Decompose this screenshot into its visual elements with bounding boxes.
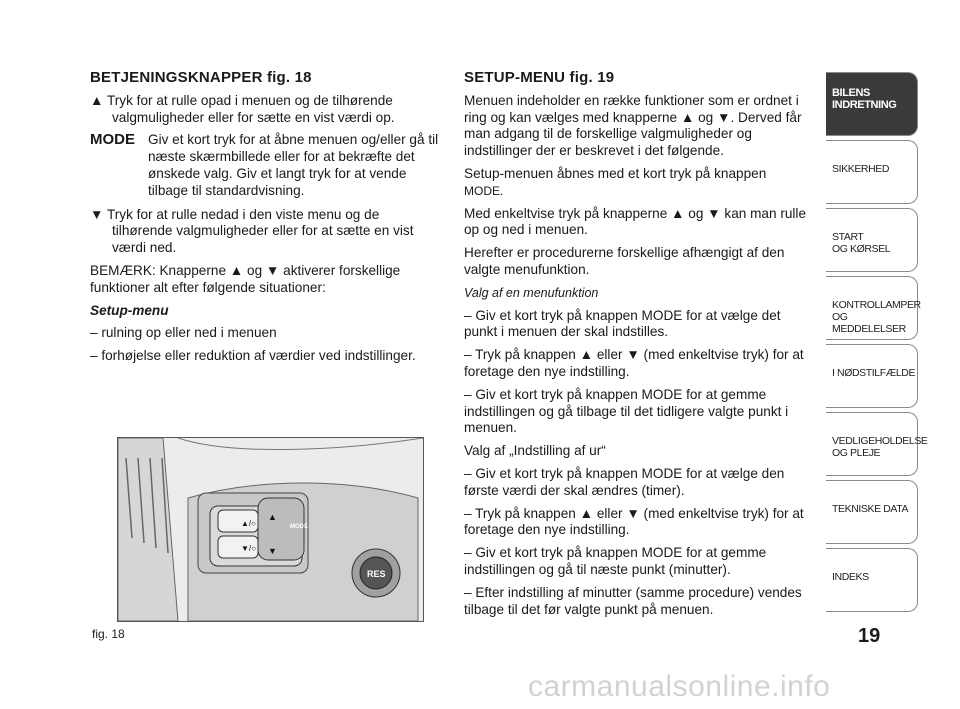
left-column (90, 70, 440, 371)
tab-label: OG MEDDELELSER (832, 311, 906, 335)
subheading-menu-function: Valg af en menufunktion (464, 285, 599, 300)
tab-label: VEDLIGEHOLDELSE (832, 435, 928, 447)
paragraph-text: Setup-menuen åbnes med et kort tryk på knappen (464, 165, 767, 181)
tab-tekniske-data[interactable] (826, 480, 918, 544)
subheading-clock: Valg af „Indstilling af ur“ (464, 443, 606, 459)
paragraph (464, 166, 816, 200)
right-column (464, 70, 816, 624)
watermark-text: carmanualsonline.info (528, 670, 831, 703)
note-text: BEMÆRK: Knapperne ▲ og ▼ aktiverer forskellige funktioner alt efter følgende situationer: (90, 262, 401, 295)
setup-menu-heading: SETUP-MENU fig. 19 (464, 69, 615, 86)
svg-text:▼: ▼ (268, 546, 277, 556)
svg-text:▼/○: ▼/○ (241, 544, 256, 553)
tab-sikkerhed[interactable] (826, 140, 918, 204)
res-button-label: RES (367, 569, 386, 579)
tab-label: BILENS (832, 87, 870, 99)
page-number: 19 (858, 625, 881, 647)
tab-label: I NØDSTILFÆLDE (832, 367, 916, 379)
svg-text:▲/○: ▲/○ (241, 519, 256, 528)
mode-key-label: MODE (90, 131, 135, 149)
step: – Efter indstilling af minutter (samme procedure) vendes tilbage til det før valgte punkt på menuen. (464, 584, 802, 617)
paragraph: Herefter er procedurerne forskellige afhængigt af den valgte menufunktion. (464, 245, 785, 277)
tab-label: START (832, 231, 864, 243)
steering-column-figure (117, 437, 424, 622)
tab-label: TEKNISKE DATA (832, 503, 909, 515)
tab-start[interactable] (826, 208, 918, 272)
down-button-description: ▼ Tryk for at rulle nedad i den viste menu og de tilhørende valgmuligheder eller for at sætte en vist værdi ned. (90, 206, 414, 256)
step: – Giv et kort tryk på knappen MODE for at gemme indstillingen og gå tilbage til det tidligere valgte punkt i menuen. (464, 386, 789, 436)
tab-label: OG KØRSEL (832, 243, 891, 255)
tab-label: KONTROLLAMPER (832, 299, 921, 311)
step: – Giv et kort tryk på knappen MODE for at vælge den første værdi der skal ændres (timer). (464, 465, 785, 498)
tab-bilens-indretning[interactable] (826, 72, 918, 136)
tab-indeks[interactable] (826, 548, 918, 612)
paragraph: Menuen indeholder en række funktioner som er ordnet i ring og kan vælges med knapperne ▲ og ▼. Derved får man adgang til de forskellige valgmuligheder og indstillinger der er beskrevet i det følgende. (464, 92, 802, 159)
step: – Tryk på knappen ▲ eller ▼ (med enkeltvise tryk) for at foretage den nye indstilling. (464, 505, 804, 538)
paragraph: Med enkeltvise tryk på knapperne ▲ og ▼ kan man rulle op og ned i menuen. (464, 205, 807, 238)
up-button-description: ▲ Tryk for at rulle opad i menuen og de tilhørende valgmuligheder eller for sætte en vist værdi op. (90, 92, 395, 125)
setup-subheading: Setup-menu (90, 302, 169, 318)
step: – Giv et kort tryk på knappen MODE for at vælge det punkt i menuen der skal indstilles. (464, 307, 781, 340)
bullet-item: – rulning op eller ned i menuen (90, 325, 277, 341)
tab-label: OG PLEJE (832, 447, 881, 459)
bullet-item: – forhøjelse eller reduktion af værdier ved indstillinger. (90, 348, 416, 364)
mode-text: Giv et kort tryk for at åbne menuen og/eller gå til næste skærmbillede eller for at bekræfte det ønskede valg. Giv et langt tryk for at vende tilbage til standardvisning. (148, 132, 439, 198)
steering-controls-illustration (118, 438, 423, 621)
tab-label: INDRETNING (832, 99, 897, 111)
mode-word: MODE. (464, 183, 504, 198)
controls-heading: BETJENINGSKNAPPER fig. 18 (90, 69, 312, 86)
step: – Giv et kort tryk på knappen MODE for at gemme indstillingen og gå til næste punkt (minutter). (464, 545, 767, 577)
chapter-tabs (826, 72, 928, 616)
step: – Tryk på knappen ▲ eller ▼ (med enkeltvise tryk) for at foretage den nye indstilling. (464, 347, 804, 379)
tab-nodstilfaelde[interactable] (826, 344, 918, 408)
figure-caption: fig. 18 (92, 627, 125, 641)
tab-kontrollamper[interactable] (826, 276, 921, 340)
mode-button-label: MODE (290, 524, 308, 530)
mode-button-description (90, 132, 440, 199)
tab-label: INDEKS (832, 571, 869, 583)
tab-label: SIKKERHED (832, 163, 890, 175)
svg-text:▲: ▲ (268, 512, 277, 522)
tab-vedligeholdelse[interactable] (826, 412, 928, 476)
